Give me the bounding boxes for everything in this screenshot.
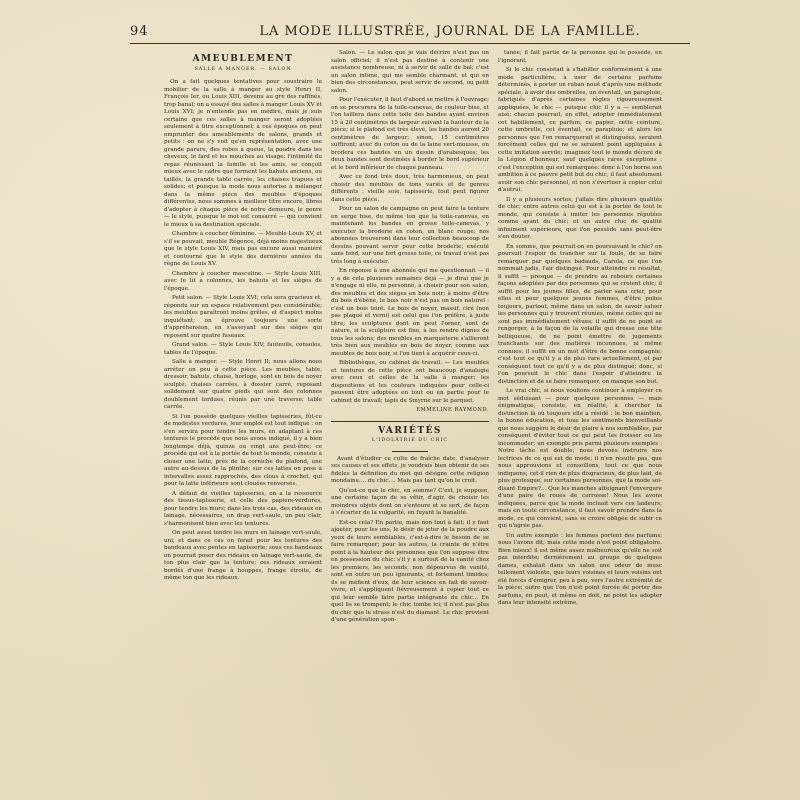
paragraph: A défaut de vieilles tapisseries, on a la ressource des tissus-tapisserie, et celle des papiers-verdures, pour tendre les murs; dans les trois cas, des rideaux en lainage, nécessaires, un drap vert-saule, un peu clair, s'harmonisent bien avec les tentures. [164, 490, 322, 527]
paragraph: Qu'est-ce que le chic, en somme? C'est, je suppose, une certaine façon de se vêtir, d'agir, de choisir les moindres objets dont on s'entoure et se sert, de façon à s'écarter de la vulgarité, en fuyant la banalité. [331, 487, 489, 516]
column-1 [164, 50, 322, 785]
paragraph: En somme, que pourrait-on en poursuivant le chic? on poursuit l'espoir de trancher sur la foule, de se faire remarquer par quelques badauds, Carola, ce que l'on nommait jadis, l'air distingué. Pour atteindre ce résultat, il suffit — presque — de prendre au rebours certaines façons adoptées par des personnes qui se croient chic; il suffit pour les jeunes filles, de parler sans crier, pour elles et pour quelques jeunes femmes, d'être polies toujours, partout, même dans un salon, de savoir saluer les personnes qui y trouvent réunies, même celles qui ne sont pas immédiatement vêtues; il suffit de ne point se rengorger, à la façon de la volaille qui dresse une tête belliqueuse, de ne point émettre de jugements tranchants sur des matières inconnues, ni même connues; il suffit en un mot d'être de bonne compagnie; c'est tout ce qu'il y a de plus rare actuellement, et par conséquent tout ce qu'il y a de plus distingué; donc, si l'on poursuit le chic dans l'espoir d'atteindre la distinction et de se faire remarquer, on manque son but. [498, 243, 662, 385]
paragraph: Si l'on possède quelques vieilles tapisseries, fût-ce de modestes verdures, leur emploi est tout indiqué : on s'en servira pour tendre les murs, en adaptant à ces tentures le procédé que nous avons indiqué, il y a bien longtemps déjà, quinze ou vingt ans peut-être; ce procédé qui est à la portée de tout le monde, consiste à clouer une latte, près de la corniche du plafond, une autre au-dessus de la plinthe; sur ces lattes on pose à intervalles assez rapprochés, des clous à crochet, qui pour la latte inférieure sont clouées renversés. [164, 413, 322, 487]
paragraph: Grand salon. — Style Louis XIV; fauteuils, consoles, tables de l'époque. [164, 342, 322, 356]
paragraph: Pour un salon de campagne on peut faire la tenture en serge bise, du même ton que la toile-canevas, en maintenant les bandes en grosse toile-canevas, y exécuter la broderie en coton, un blanc rouge; nos abonnées trouveront dans leur collection beaucoup de dessins pouvant servir pour cette broderie; exécuté sans fond, sur une fort grosse toile, ce travail n'est pas très long à exécuter. [331, 206, 489, 265]
author-signature: EMMELINE RAYMOND. [416, 407, 489, 413]
paragraph: Petit salon. — Style Louis XVI; cela sera gracieux et, répondu sur un espace relativement peu considérable; les meubles paraîtront moins grêles, et d'aspect moins inquiétant; on éprouve toujours une sorte d'appréhension, en s'asseyant sur des sièges qui reposent sur quatre fuseaux. [164, 295, 322, 339]
paragraph: Est-ce cela? En partie, mais non tout à fait; il y faut ajouter, pour les uns, le désir de jeter de la poudre aux yeux de leurs semblables, c'est-à-dire le besoin de se faire remarquer; pour les autres, la crainte de n'être point à la hauteur des personnes que l'on suppose être en possession du chic; s'il y a surtout de la vanité chez les premiers, les seconds, non dépourvus de vanité, sont en outre un peu ignorants, et fortement timides; ils se méfient d'eux, de leur science en fait de savoir-vivre, et s'appliquent fiévreusement à copier tout ce qui leur semble faire partie intégrante du chic... En quel lis se trompent; le chic tombe ici; il n'est pas plus du chic que le strass n'est du diamant. Le chic provient d'une génération spon- [331, 519, 489, 623]
paragraph: Salle à manger. — Style Henri II; nous allons nous arrêter un peu à cette pièce. Les meubles, table, dressoir, bahuts, chaise, horloge, sont en bois de noyer sculpté; chaises carrées, à dossier carré, reposant solidement sur quatre pieds qui sont des colonnes doublement tordues, réunis par une traverse; table carrée. [164, 359, 322, 410]
varietes-title: VARIÉTÉS [378, 425, 442, 436]
paragraph: Chambre à coucher masculine. — Style Louis XIII, avec le lit à colonnes, les bahuts et les sièges de l'époque. [164, 270, 322, 292]
paragraph: Le vrai chic, si nous voulions continuer à employer ce mot séduisant — pour quelques personnes — mais énigmatique, consiste, en réalité, à chercher la distinction là où toujours elle a résidé : le bon maintien, la bonne éducation, et tous les sentiments bienveillants que nous suggère le désir de plaire à nos semblables, par conséquent d'éviter tout ce qui peut les froisser ou les incommoder; un exemple pris parmi plusieurs exemples : Notre tâche est double; nous devons instruire nos lectrices de ce qui est de mode; il n'en résulte pas, que nous approuvions et conseillons, tout ce que nous indiquons; cet-il rien de plus disgracieux, de plus laid, de plus grotesque, sur certaines personnes, que la mode soi-disant Empire?... Que les manches atteignant l'envergure d'une paire de roues de carrosse! Nous les avons indiquées, parce que la mode incluait vers ces laideurs; mais en toute circonstance, il faut savoir prendre dans la mode, ce qui convient, sans se croire obligée de subir ce qui n'agrée pas. [498, 388, 662, 529]
paragraph: Chambre à coucher féminine. — Meuble Louis XV, et s'il se pouvait, meuble Régence, déjà moins majestueux que le style Louis XIV, mais pas encore aussi maniéré et contourné que le style des dernières années du règne de Louis XV. [164, 231, 322, 267]
paragraph: On a fait quelques tentatives pour soustraire le mobilier de la salle à manger au style Henri II, François Ier, ou Louis XIII, devenu au gré des raffinés, trop banal; on a essayé des salles à manger Louis XV et Louis XVI; je n'entends pas en médire, mais je suis certaine que ces salles à manger seront adoptées seulement à titre exceptionnel; à ces époques on peut emprunter des ameublements de salons, grands et petits : on ne s'y voit qu'en représentation, avec une grande parure, des robes à queue, la poudre dans les cheveux, le fard et les mouches au visage; l'intimité du repas réunissant la famille et les amis, se conçoit mieux avec le cadre que forment les bahuts anciens, ou taillés, la grande table carrée, les chaises trapues et solides; et puisque la mode nous autorise à mélanger dans la même pièce des meubles d'époques différentes, nous sommes à meilleur titre encore, libres d'adopter à chaque pièce de notre demeure, le genre — le style, puisque le mot est consacré — qui convient le mieux à sa destination spéciale. [164, 79, 322, 228]
title-rule [392, 451, 428, 452]
paragraph: On peut aussi tendre les murs en lainage vert-saule, uni, et dans ce cas on ferait pour les tentures des bandeaux avec pentes en tapisserie; sous ces bandeaux on pourrait poser des rideaux en lainage vert-saule, de ton plus clair que la tenture; ces rideaux seraient bordés d'une frange à houppes, frange étroite, de même ton que les rideaux. [164, 530, 322, 581]
column-3 [498, 50, 662, 785]
varietes-subtitle: L'IDOLÂTRIE DU CHIC [371, 438, 449, 443]
paragraph: Pour l'exécuter, il faut d'abord se mettre à l'ouvrage; on se procurera de la toile-canevas, de couleur bise, et l'on taillera dans cette toile des bandes ayant environ 15 à 20 centimètres de largeur suivant la hauteur de la pièce; si le plafond est très élevé, les bandes auront 20 centimètres de largeur; sinon, 15 centimètres suffiront; avec du coton ou de la laine vert-mousse, on brodera ces bandes en un dessin d'arabesques; les deux bandes sont destinées à border le bord supérieur et le bord inférieur de chaque panneau. [331, 97, 489, 171]
ameublement-subtitle: SALLE À MANGER. — SALON [194, 66, 292, 72]
paragraph: Avec ce fond très doux, très harmonieux, on peut choisir des meubles de tons variés et de genres différents : vieille soie, tapisserie, tout peut figurer dans cette pièce. [331, 174, 489, 203]
paragraph: Bibliothèque, ou cabinet de travail. — Les meubles et tentures de cette pièce ont beaucoup d'analogie avec ceux et celles de la salle à manger; les dispositions et les couleurs indiquées pour celle-ci peuvent être adoptées en tout ou en partie pour le cabinet de travail; tapis de Smyrne sur le parquet. [331, 360, 489, 404]
column-2 [331, 50, 489, 785]
paragraph: Un autre exemple : les femmes portent des parfums; nous l'avons dit; mais cette mode n'est point obligatoire. Bien mieux! il est même assez malheureux qu'elle ne soit pas interdite; dernièrement au groupe de quelques dames, exhalait dans un salon une odeur de musc tellement violente, que leurs voisines et leurs voisins ont été forcés d'émigrer, peu à peu, vers l'autre extrémité de la pièce; outre que l'on n'est point forcée de porter des parfums, en peut, et même on doit, ne point les adopter dans leur intensité extrême, [498, 532, 662, 606]
paragraph: Si le chic consistait à s'habiller conformément à une mode particulière, à user de certains parfums déterminés, à porter un ruban noué d'après une méthode spéciale, à avoir des ombrelles, un éventail, un parapluie, fabriqués d'après certaines règles rigoureusement appliquées, le chic — puisque chic il y a — semblerait aisé; chacun pourrait, en effet, adopter immédiatement cet habillement, ce parfum, ce papier, cette ceinture, cette ombrelle, cet éventail, ce parapluie; et alors les personnes que l'on remarquerait si distinguées, seraient forcément celles qui ne se seraient point appliquées à cette imitation servile; imaginez tout le monde décoré de la Légion d'honneur, sauf quelques rares exceptions : c'est l'exception qui est remarquée; donc à l'on borne son ambition à ce pauvre petit but du chic, il faut absolument avoir son chic personnel, et non s'évertuer à copier celui d'autrui. [498, 67, 662, 193]
running-title: LA MODE ILLUSTRÉE, JOURNAL DE LA FAMILLE. [259, 24, 641, 39]
paragraph: Salon. — Le salon que je vais décrire n'est pas un salon officiel; il n'est pas destiné à contenir une assistance nombreuse, ni à servir de salle de bal; c'est un salon intime, qui me semble charmant, et qui en bien des circonstances, peut servir de second, ou petit salon. [331, 50, 489, 94]
paragraph: En réponse à une abonnée qui me questionnait — il y a de cela plusieurs semaines déjà — je dirai que je n'engage ni elle, ni personne, à choisir pour son salon, des meubles et des sièges en bois noir; à moins d'être du bois d'ébène, le bois noir n'est pas un bois naturel : c'est un bois teint. Le bois de noyer, massif, ciré (non pas plaqué et verni) est celui que l'on préfère, à juste titre; les sculptures dont on peut l'orner, sont de nature, si la sculpture est fine, à les rendre dignes de tous les salons; des meubles en marqueterie s'allieront très bien aux meubles en bois de noyer, comme aux meubles de bois noir, si l'on tient à acquérir ceux-ci. [331, 268, 489, 357]
header-rule [130, 43, 690, 44]
paragraph: Avant d'étudier ce culte de fraîche date, d'analyser ses causes et ses effets, je voudrais bien obtenir de ses fidèles la définition du mot qui désigne cette religion mondaine.... du chic.... Mais pas tant qu'on le croit. [331, 455, 489, 484]
paragraph: tanée; il fait partie de la personne qui le possède, en l'ignorant. [498, 50, 662, 64]
paragraph: Il y a plusieurs sortes, j'allais dire plusieurs qualités de chic; entre autres celui qui est à la portée de tout le monde, qui consiste à imiter les personnes réputées comme ayant du chic; et un autre chic de qualité infiniment supérieure, que l'on possède sans peut-être s'en douter. [498, 196, 662, 240]
section-divider [331, 421, 489, 422]
page-number: 94 [130, 24, 149, 39]
page-header [130, 24, 730, 44]
ameublement-title: AMEUBLEMENT [192, 54, 294, 64]
